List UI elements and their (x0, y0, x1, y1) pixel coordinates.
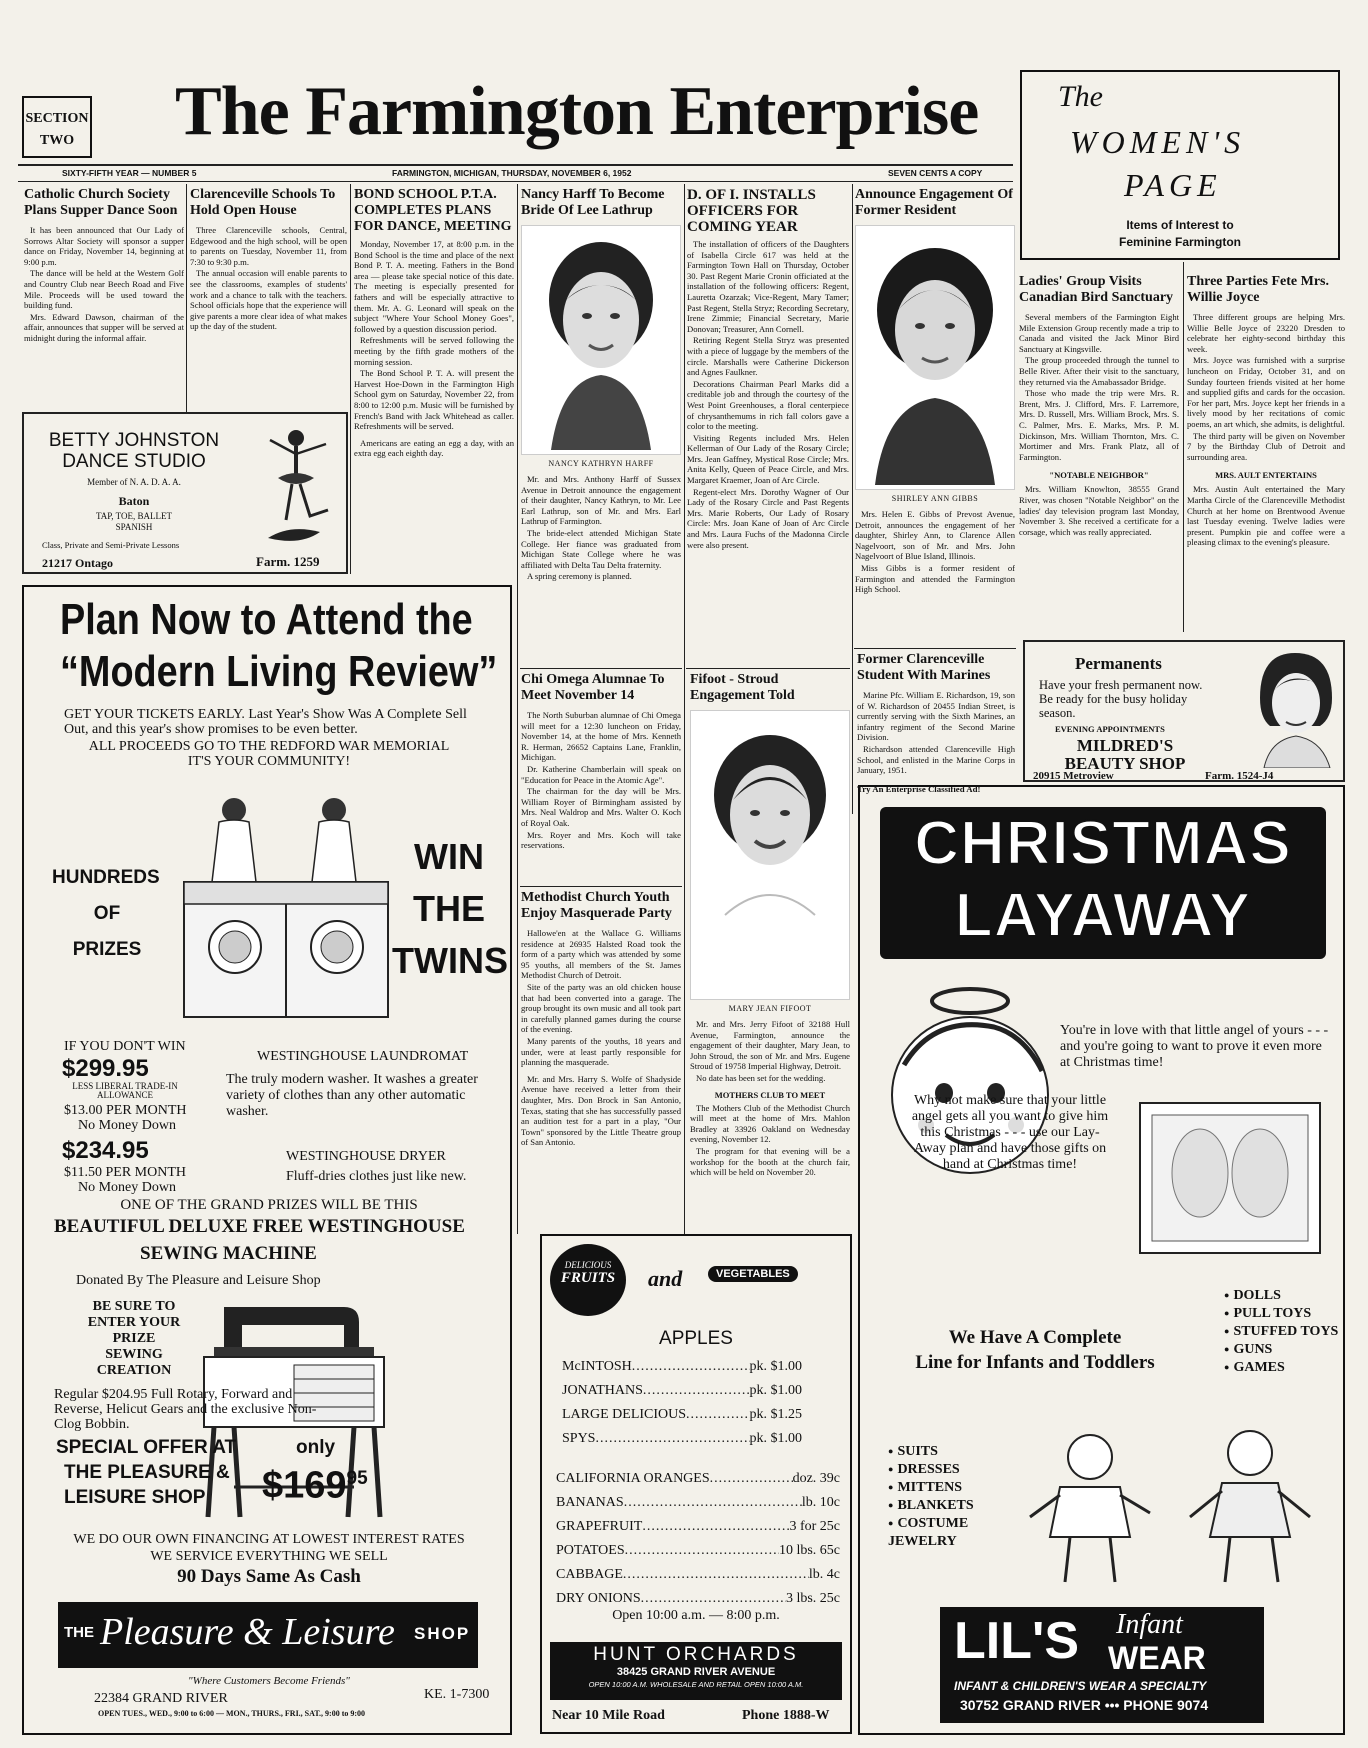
article-clarenceville (190, 187, 347, 333)
item-name: SPYS (562, 1431, 596, 1446)
toddlers-illustration (1010, 1417, 1330, 1597)
price-row (556, 1542, 840, 1559)
article-paragraph: The group proceeded through the tunnel to Belle River. After their visit to the sanctuary, they returned via the Amabassador Bridge. (1019, 355, 1179, 387)
permanents-title: Permanents (1075, 654, 1162, 673)
item-price: lb. 4c (808, 1567, 840, 1582)
womens-sub2: Feminine Farmington (1118, 235, 1241, 249)
article-paragraph: The bride-elect attended Michigan State College. Her fiance was graduated from Michigan State College where he was affiliated with Delta Tau Delta fraternity. (521, 527, 681, 570)
the-text: THE (413, 888, 485, 929)
price-dryer: $234.95 (62, 1137, 149, 1164)
item-name: CALIFORNIA ORANGES (556, 1471, 710, 1486)
article-rule (686, 668, 850, 669)
item-name: LARGE DELICIOUS (562, 1407, 687, 1422)
why-text: Why not make sure that your little angel gets all you want to give him this Christmas - - - use our Lay-Away plan and have those gifts on hand at Christmas time! (911, 1093, 1109, 1172)
article-paragraph: Many parents of the youths, 18 years and under, were at least partly responsible for planning the masquerade. (521, 1035, 681, 1068)
hunt-banner (550, 1642, 842, 1700)
item-price: doz. 39c (792, 1471, 840, 1486)
article-paragraph: Mr. and Mrs. Jerry Fifoot of 32188 Hull Avenue, Farmington, announce the engagement of their daughter, Mary Jean, to John Stroud, the son of Mr. and Mrs. Eugene Stroud of 19758 Imperial Highway, Detroit. (690, 1019, 850, 1072)
grand-prize: ONE OF THE GRAND PRIZES WILL BE THIS (120, 1197, 418, 1213)
col-rule (1183, 262, 1184, 632)
article-headline: Ladies' Group Visits Canadian Bird Sanctuary (1019, 274, 1174, 305)
dryer-monthly: $11.50 PER MONTH (64, 1165, 186, 1180)
item-price: 3 lbs. 25c (785, 1591, 840, 1606)
womens-page-word: PAGE (1124, 167, 1222, 203)
ad-christmas-layaway (858, 785, 1345, 1735)
col-rule (186, 184, 187, 414)
special-shop: THE PLEASURE & (64, 1462, 230, 1483)
article-paragraph: Refreshments will be served following the meeting by the fifth grade mothers of the morning session. (354, 335, 514, 367)
dot-leader (642, 1518, 789, 1535)
photo-caption: NANCY KATHRYN HARFF (548, 459, 654, 468)
permanents-name2: BEAUTY SHOP (1064, 754, 1186, 773)
dryer-desc: Fluff-dries clothes just like new. (286, 1169, 467, 1184)
article-paragraph: Monday, November 17, at 8:00 p.m. in the Bond School is the time and place of the next Bond P. T. A. meeting. Fathers in the Bond area — please take special notice of this date. The meeting is especially presented for fathers and will be especially attractive to them. Mr. A. G. Leonard will speak on the subject "Where Your School Money Goes", followed by a question discussion period. (354, 239, 514, 334)
article-headline: D. OF I. INSTALLS OFFICERS FOR COMING YEAR (687, 187, 816, 235)
ad-headline: Plan Now to Attend the (60, 595, 473, 644)
dot-leader (624, 1494, 802, 1511)
permanents-address: 20915 Metroview (1033, 770, 1114, 782)
article-doi (687, 187, 849, 551)
price-row (556, 1590, 840, 1607)
dot-leader (643, 1382, 750, 1399)
apples-list (562, 1358, 802, 1454)
clothes-list (888, 1443, 998, 1551)
special-shop2: LEISURE SHOP (64, 1487, 206, 1508)
article-rule (854, 648, 1016, 649)
permanents-phone: Farm. 1524-J4 (1205, 770, 1274, 782)
article-paragraph: Those who made the trip were Mrs. R. Brent, Mrs. J. Clifford, Mrs. F. Larremore, Mrs. D. Russell, Mrs. William Brock, Mrs. S. C. Palmer, Mrs. E. Marks, Mrs. P. M. Dickinson, Mrs. William Thornton, Mrs. C. Mortimer and Mrs. Frank Platz, all of Farmington. (1019, 388, 1179, 462)
article-catholic (24, 187, 184, 345)
womens-womens: WOMEN'S (1070, 124, 1246, 160)
dance-lessons: Class, Private and Semi-Private Lessons (42, 540, 180, 550)
toy-item: ● STUFFED TOYS (1224, 1323, 1338, 1341)
womens-page-box (1020, 70, 1340, 260)
donated: Donated By The Pleasure and Leisure Shop (76, 1273, 321, 1288)
portrait-icon (695, 715, 845, 995)
ad-proceeds: ALL PROCEEDS GO TO THE REDFORD WAR MEMORIAL (88, 739, 450, 754)
article-joyce (1187, 274, 1345, 549)
col-rule (517, 184, 518, 1234)
shop-hours: OPEN TUES., WED., 9:00 to 6:00 — MON., THURS., FRI., SAT., 9:00 to 9:00 (98, 1709, 366, 1718)
article-paragraph: Three Clarenceville schools, Central, Edgewood and the high school, will be open to parents on Tuesday, November 11, from 7:30 to 9:30 p.m. (190, 225, 347, 267)
hunt-name: HUNT ORCHARDS (593, 1644, 799, 1665)
article-paragraph: The annual occasion will enable parents to see the classrooms, examples of students' work and a chance to talk with the teachers. School officials hope that the experience will give parents a more clear idea of what makes up the day of the student. (190, 268, 347, 332)
article-subhead: MOTHERS CLUB TO MEET (714, 1089, 826, 1100)
ad-modern-living (22, 585, 512, 1735)
price-row (562, 1358, 802, 1375)
fruits-text: FRUITS (560, 1270, 616, 1286)
article-paragraph: It has been announced that Our Lady of Sorrows Altar Society will sponsor a supper dance on Friday, November 14, beginning at 9:00 p.m. (24, 225, 184, 267)
shop-address: 22384 GRAND RIVER (94, 1691, 228, 1706)
clothes-item: ● MITTENS (888, 1479, 998, 1497)
price-row (556, 1518, 840, 1535)
dance-studio-name: BETTY JOHNSTON (48, 430, 220, 451)
article-paragraph: The installation of officers of the Daughters of Isabella Circle 617 was held at the Farmington Town Hall on Thursday, October 30. Past Regent Marie Cronin officiated at the installation of the following officers: Regent, Lauretta Ozarzak; Vice-Regent, Mary Tamer; Past Regent, Stella Stryz; Recording Secretary, Irene Zimmie; Financial Secretary, Marie Donovan; Treasurer, Ann Cornell. (687, 239, 849, 334)
sewing-title: SEWING MACHINE (140, 1243, 317, 1264)
ad-headline: “Modern Living Review” (60, 647, 498, 696)
dateline: FARMINGTON, MICHIGAN, THURSDAY, NOVEMBER 6, 1952 (392, 168, 632, 178)
article-paragraph: No date has been set for the wedding. (696, 1072, 826, 1083)
layaway-title: LAYAWAY (954, 881, 1252, 950)
article-paragraph: Regent-elect Mrs. Dorothy Wagner of Our Lady of the Rosary Circle and Past Regents Mrs. Marie Roberts, Our Lady of Rosary Circle: Mrs. Joan Kane of Joan of Arc Circle and Mrs. Laura Fuchs of the Madonna Circle were also present. (687, 486, 849, 550)
hunt-open: OPEN 10:00 A.M. WHOLESALE AND RETAIL OPEN 10:00 A.M. (588, 1680, 804, 1689)
newspaper-title: The Farmington Enterprise (175, 73, 979, 150)
dance-baton: Baton (118, 494, 150, 508)
dance-studio-name2: DANCE STUDIO (62, 451, 206, 472)
article-paragraph: Mrs. Joyce was furnished with a surprise luncheon on Friday, October 31, and on Sunday fourteen friends visited at her home and supplied gifts and cards for the occasion. For her part, Mrs. Joyce kept her friends in a lively mood by her recitations of comic poems, an art which, she admits, is delightful. (1187, 355, 1345, 429)
toy-item: ● PULL TOYS (1224, 1305, 1338, 1323)
gift-box-illustration (1130, 1093, 1330, 1263)
article-paragraph: The Mothers Club of the Methodist Church will meet at the home of Mrs. Mahlon Bradley at 33926 Oakland on Wednesday evening, November 12. (690, 1102, 850, 1145)
produce-list (556, 1470, 840, 1614)
be-sure: BE SURE TO ENTER YOUR PRIZE SEWING CREATION (87, 1299, 181, 1378)
article-headline: BOND SCHOOL P.T.A. COMPLETES PLANS FOR DANCE, MEETING (354, 187, 512, 234)
lils-banner (940, 1607, 1264, 1723)
financing: WE DO OUR OWN FINANCING AT LOWEST INTEREST RATES (73, 1532, 465, 1547)
item-price: 10 lbs. 65c (778, 1543, 840, 1558)
article-paragraph: Richardson attended Clarenceville High School, and enlisted in the Marine Corps in January, 1951. (857, 743, 1015, 776)
dance-member: Member of N. A. D. A. A. (87, 477, 181, 487)
article-paragraph: Hallowe'en at the Wallace G. Williams residence at 26935 Halsted Road took the form of a party which was attended by some 95 youths, all members of the St. James Methodist Church of Detroit. (521, 928, 681, 981)
item-price: pk. $1.00 (749, 1383, 802, 1398)
lils-infant: Infant (1116, 1609, 1183, 1640)
article-headline: Former Clarenceville Student With Marines (857, 652, 991, 683)
prizes-text: PRIZES (72, 939, 142, 960)
sale-price (262, 1459, 368, 1506)
washer-dryer-illustration (174, 782, 404, 1027)
item-price: pk. $1.00 (749, 1359, 802, 1374)
permanents-desc: Have your fresh permanent now. Be ready for the busy holiday season. (1039, 678, 1203, 720)
article-paragraph: Three different groups are helping Mrs. Willie Belle Joyce of 23220 Dresden to celebrate her eighty-second birthday this week. (1187, 312, 1345, 354)
clothes-item: ● DRESSES (888, 1461, 998, 1479)
article-rule (520, 668, 682, 669)
clothes-item: ● COSTUME JEWELRY (888, 1515, 998, 1551)
slogan: "Where Customers Become Friends" (188, 1675, 350, 1687)
win-text: WIN (414, 836, 484, 877)
item-price: lb. 10c (801, 1495, 840, 1510)
hunt-address: 38425 GRAND RIVER AVENUE (616, 1666, 776, 1678)
special-offer: SPECIAL OFFER AT (56, 1437, 237, 1458)
article-paragraph: Visiting Regents included Mrs. Helen Kellerman of Our Lady of the Rosary Circle; Mrs. Jean Gaffney, Mystical Rose Circle; Mrs. Anita Kelly, Queen of Peace Circle, and Mrs. Margaret Kraemer, Joan of Arc Circle. (687, 432, 849, 486)
hundreds-text: HUNDREDS (52, 867, 160, 888)
masthead-rule-bottom (18, 181, 1013, 182)
article-headline: Clarenceville Schools To Hold Open House (190, 187, 336, 218)
dance-address: 21217 Ontago (42, 556, 114, 570)
service: WE SERVICE EVERYTHING WE SELL (150, 1549, 388, 1564)
dot-leader (623, 1566, 809, 1583)
article-paragraph: Decorations Chairman Pearl Marks did a creditable job and through the courtesy of the West Point Greenhouses, a floral centerpiece of chrysanthemums in rich fall colors gave a color to the meeting. (687, 378, 849, 432)
article-paragraph: Americans are eating an egg a day, with an extra egg each eighth day. (354, 437, 514, 459)
hunt-near: Near 10 Mile Road (552, 1708, 665, 1723)
laundromat-title: WESTINGHOUSE LAUNDROMAT (257, 1049, 469, 1064)
article-paragraph: The dance will be held at the Western Golf and Country Club near Beech Road and Five Mile. Proceeds will be used toward the building fund. (24, 268, 184, 311)
article-paragraph: Retiring Regent Stella Stryz was presented with a piece of luggage by the members of the circle. Marshalls were Catherine Dickerson and Agnes Faulkner. (687, 335, 849, 378)
article-paragraph: Mr. and Mrs. Anthony Harff of Sussex Avenue in Detroit announce the engagement of their daughter, Nancy Kathryn, to Mr. Lee Earl Lathrup, son of Mr. and Mrs. Earl Lathrup of Farmington. (521, 474, 681, 527)
section-box (22, 96, 92, 158)
article-paragraph: Mrs. Royer and Mrs. Koch will take reservations. (521, 829, 681, 851)
item-name: McINTOSH (562, 1359, 632, 1374)
christmas-title: CHRISTMAS (914, 809, 1292, 878)
dot-leader (710, 1470, 793, 1487)
and-text: and (648, 1266, 683, 1291)
year-number: SIXTY-FIFTH YEAR — NUMBER 5 (62, 168, 197, 178)
section-number: TWO (39, 133, 75, 148)
article-paragraph: Dr. Katherine Chamberlain will speak on "Education for Peace in the Atomic Age". (521, 763, 681, 785)
price-row (556, 1494, 840, 1511)
vegetables-banner: VEGETABLES (708, 1266, 798, 1282)
ballerina-icon (260, 420, 336, 550)
dot-leader (686, 1406, 749, 1423)
item-name: CABBAGE (556, 1567, 623, 1582)
banner-the: THE (64, 1624, 94, 1641)
ad-produce (540, 1234, 852, 1734)
banner-shop: SHOP (414, 1624, 471, 1643)
toy-item: ● GUNS (1224, 1341, 1338, 1359)
price-row (562, 1430, 802, 1447)
article-subhead: "NOTABLE NEIGHBOR" (1049, 470, 1149, 481)
item-price: pk. $1.00 (749, 1431, 802, 1446)
article-chiomega (521, 672, 681, 852)
col-rule (852, 184, 853, 814)
only-text: only (296, 1437, 336, 1458)
complete-line1: We Have A Complete (948, 1327, 1122, 1348)
article-fifoot (690, 672, 850, 1179)
apples-heading: APPLES (659, 1328, 733, 1349)
hunt-phone: Phone 1888-W (742, 1708, 830, 1723)
pleasure-leisure-banner (58, 1602, 478, 1668)
item-name: POTATOES (556, 1543, 625, 1558)
if-dont-win: IF YOU DON'T WIN (64, 1039, 186, 1054)
article-methodist (521, 890, 681, 1149)
price: SEVEN CENTS A COPY (888, 168, 983, 178)
womens-the: The (1058, 80, 1103, 113)
woman-portrait-icon (1250, 648, 1340, 768)
dot-leader (625, 1542, 779, 1559)
washer-monthly: $13.00 PER MONTH (64, 1103, 187, 1118)
article-paragraph: Mrs. Austin Ault entertained the Mary Martha Circle of the Clarenceville Methodist Church at her home on Brentwood Avenue last Tuesday evening. Twelve ladies were present. Pumpkin pie and coffee were a pleasing climax to the evening's pleasure. (1187, 484, 1345, 548)
sale-price-cents: 95 (346, 1468, 368, 1489)
lils-name: LIL'S (954, 1612, 1080, 1670)
banner-script: Pleasure & Leisure (100, 1611, 395, 1653)
portrait-photo (521, 225, 681, 455)
price-row (556, 1566, 840, 1583)
produce-hours: Open 10:00 a.m. — 8:00 p.m. (612, 1608, 780, 1623)
clothes-item: ● SUITS (888, 1443, 998, 1461)
love-text: You're in love with that little angel of yours - - - and you're going to want to prove it even more at Christmas time! (1060, 1023, 1329, 1070)
complete-line2: Line for Infants and Toddlers (915, 1352, 1155, 1373)
less-tradein: LESS LIBERAL TRADE-IN ALLOWANCE (72, 1081, 178, 1100)
article-paragraph: Mrs. Helen E. Gibbs of Prevost Avenue, Detroit, announces the engagement of her daughter, Shirley Ann, to Clarence Allen Nagelvoort, son of Mr. and Mrs. John Nagelvoort of Blue Island, Illinois. (855, 509, 1015, 562)
toy-item: ● GAMES (1224, 1359, 1338, 1377)
dance-tap: TAP, TOE, BALLET (96, 511, 172, 521)
dot-leader (632, 1358, 750, 1375)
article-harff (521, 187, 681, 583)
item-name: GRAPEFRUIT (556, 1519, 643, 1534)
price-row (562, 1382, 802, 1399)
photo-caption: SHIRLEY ANN GIBBS (891, 494, 979, 503)
ninety-days: 90 Days Same As Cash (177, 1566, 361, 1587)
article-headline: Three Parties Fete Mrs. Willie Joyce (1187, 274, 1330, 305)
col-rule (350, 184, 351, 574)
item-name: BANANAS (556, 1495, 624, 1510)
portrait-icon (531, 230, 671, 450)
article-headline: Nancy Harff To Become Bride Of Lee Lathrup (521, 187, 665, 218)
dryer-nomoney: No Money Down (78, 1180, 176, 1195)
ad-intro: GET YOUR TICKETS EARLY. Last Year's Show Was A Complete Sell Out, and this year's show promises to be even better. (64, 707, 467, 737)
article-paragraph: Site of the party was an old chicken house that had been converted into a garage. The group brought its own music and all took part in carefully planned games during the course of the evening. (521, 981, 681, 1035)
article-headline: Chi Omega Alumnae To Meet November 14 (521, 672, 665, 703)
article-paragraph: Mr. and Mrs. Harry S. Wolfe of Shadyside Avenue have received a letter from their daughter, Mrs. Don Brock in San Antonio, Texas, stating that she has successfully passed an audition test for a part in a play, "Our Town" sponsored by the Little Theatre group of San Antonio. (521, 1073, 681, 1148)
toys-list (1224, 1287, 1338, 1377)
article-paragraph: The chairman for the day will be Mrs. William Royer of Birmingham assisted by Mrs. Neal Waldrop and Mrs. Walter O. Koch of Royal Oak. (521, 786, 681, 828)
womens-sub1: Items of Interest to (1126, 218, 1234, 232)
dot-leader (595, 1430, 749, 1447)
permanents-name1: MILDRED'S (1076, 736, 1174, 755)
article-headline: Announce Engagement Of Former Resident (855, 187, 1013, 218)
classified-line: Try An Enterprise Classified Ad! (857, 783, 981, 794)
price-washer: $299.95 (62, 1055, 149, 1082)
price-row (562, 1406, 802, 1423)
section-label: SECTION (25, 111, 89, 126)
sale-price-dollars: $169 (262, 1464, 347, 1507)
portrait-photo (855, 225, 1015, 490)
article-headline: Fifoot - Stroud Engagement Told (690, 672, 795, 703)
ad-permanents (1023, 640, 1345, 782)
article-paragraph: The North Suburban alumnae of Chi Omega will meet for a 12:30 luncheon on Friday, November 14, at the home of Mrs. Kenneth R. Herman, 26652 Captains Lane, Franklin, Michigan. (521, 710, 681, 763)
masthead-rule-top (18, 164, 1013, 166)
article-paragraph: Miss Gibbs is a former resident of Farmington and attended the Farmington High School. (855, 562, 1015, 595)
article-paragraph: Mrs. William Knowlton, 38555 Grand River, was chosen "Notable Neighbor" on the ladies' day television program last Monday, November 3. She received a certificate for a corsage, which was really appreciated. (1019, 484, 1179, 537)
article-marines (857, 652, 1015, 794)
article-paragraph: Several members of the Farmington Eight Mile Extension Group recently made a trip to Canada and visited the Jack Minor Bird Sanctuary at Kingsville. (1019, 312, 1179, 354)
item-name: JONATHANS (562, 1383, 643, 1398)
article-paragraph: The third party will be given on November 7 by the Birthday Club of Detroit and surrounding area. (1187, 430, 1345, 462)
twins-text: TWINS (392, 940, 508, 981)
article-paragraph: A spring ceremony is planned. (527, 571, 632, 582)
lils-specialty: INFANT & CHILDREN'S WEAR A SPECIALTY (954, 1679, 1207, 1693)
laundromat-desc: The truly modern washer. It washes a greater variety of clothes than any other automatic washer. (226, 1072, 478, 1119)
fruits-badge (550, 1244, 626, 1316)
delicious-text: DELICIOUS (564, 1260, 612, 1270)
article-headline: Methodist Church Youth Enjoy Masquerade Party (521, 890, 672, 921)
lils-address: 30752 GRAND RIVER ••• PHONE 9074 (960, 1697, 1209, 1713)
ad-dance-studio (22, 412, 348, 574)
dryer-title: WESTINGHOUSE DRYER (286, 1149, 446, 1164)
regular-desc: Regular $204.95 Full Rotary, Forward and Reverse, Helicut Gears and the exclusive Non-Clog Bobbin. (54, 1387, 317, 1432)
deluxe: BEAUTIFUL DELUXE FREE WESTINGHOUSE (54, 1216, 465, 1237)
article-headline: Catholic Church Society Plans Supper Dance Soon (24, 187, 178, 218)
of-text: OF (93, 903, 121, 924)
article-paragraph: Marine Pfc. William E. Richardson, 19, son of W. Richardson of 20455 Indian Street, is currently serving with the Sixth Marines, an infantry regiment of the Second Marine Division. (857, 690, 1015, 743)
article-subhead: MRS. AULT ENTERTAINS (1215, 470, 1317, 481)
item-name: DRY ONIONS (556, 1591, 641, 1606)
dance-spanish: SPANISH (115, 522, 153, 532)
dance-phone: Farm. 1259 (256, 554, 320, 569)
article-birds (1019, 274, 1179, 538)
permanents-evening: EVENING APPOINTMENTS (1055, 724, 1165, 734)
price-row (556, 1470, 840, 1487)
article-paragraph: Mrs. Edward Dawson, chairman of the affair, announces that supper will be served at midnight during the informal affair. (24, 311, 184, 343)
col-rule (684, 184, 685, 1234)
dot-leader (641, 1590, 786, 1607)
article-gibbs (855, 187, 1015, 596)
item-price: pk. $1.25 (749, 1407, 802, 1422)
ad-community: IT'S YOUR COMMUNITY! (187, 754, 351, 769)
article-paragraph: The program for that evening will be a workshop for the booth at the church fair, which will be held on November 20. (690, 1145, 850, 1178)
article-rule (520, 886, 682, 887)
washer-nomoney: No Money Down (78, 1118, 176, 1133)
shop-phone: KE. 1-7300 (424, 1687, 490, 1702)
article-paragraph: The Bond School P. T. A. will present the Harvest Hoe-Down in the Farmington High School gym on Saturday, November 22, from 8:00 to 12:00 p.m. Music will be furnished by French's Band with Jack Whitehead as caller. Refreshments will be served. (354, 368, 514, 432)
photo-caption: MARY JEAN FIFOOT (728, 1004, 812, 1013)
portrait-icon (860, 230, 1010, 485)
toy-item: ● DOLLS (1224, 1287, 1338, 1305)
portrait-photo (690, 710, 850, 1000)
item-price: 3 for 25c (789, 1519, 840, 1534)
lils-wear: WEAR (1108, 1640, 1206, 1676)
clothes-item: ● BLANKETS (888, 1497, 998, 1515)
article-bond (354, 187, 514, 460)
